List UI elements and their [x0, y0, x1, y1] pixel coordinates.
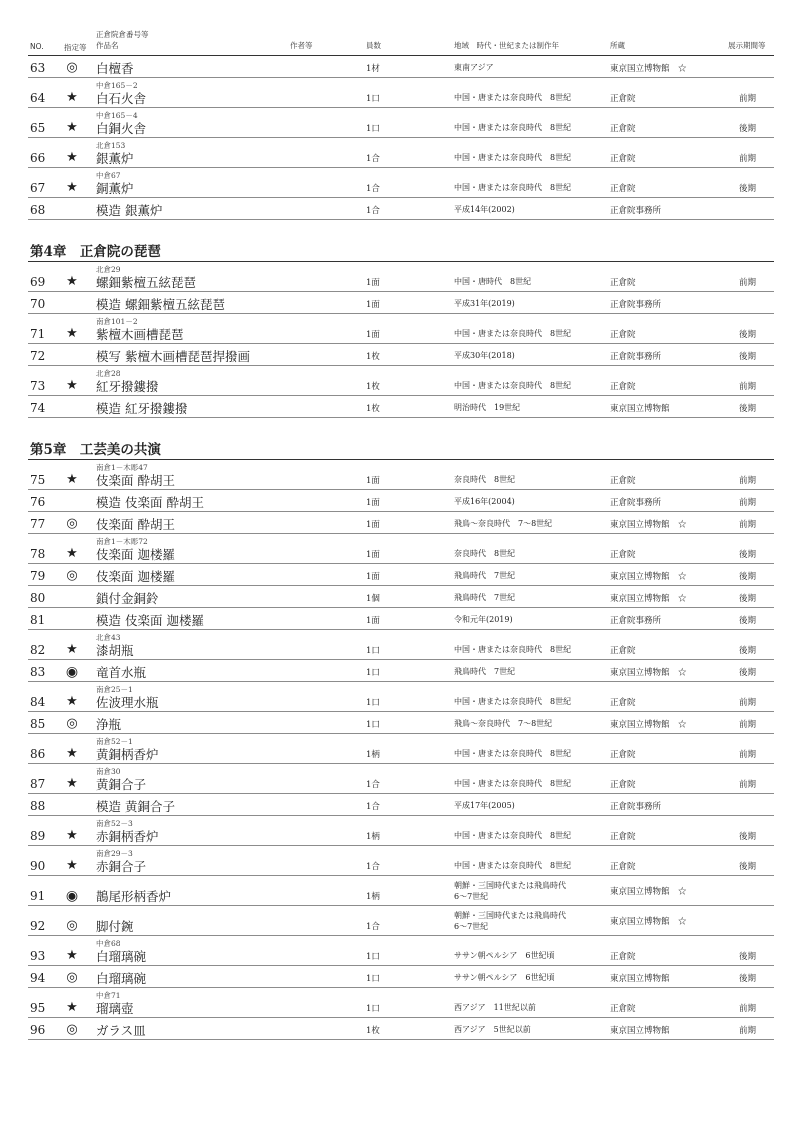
item-quantity: 1柄	[366, 750, 380, 760]
registry-number: 中倉165－2	[96, 81, 138, 90]
item-number: 72	[30, 349, 46, 363]
item-title: 白檀香	[96, 61, 134, 76]
item-owner: 正倉院事務所	[610, 616, 662, 626]
item-quantity: 1合	[366, 922, 380, 932]
table-row	[28, 314, 774, 344]
exhibition-period: 前期	[739, 498, 757, 508]
item-number: 73	[30, 379, 46, 393]
exhibition-period: 前期	[739, 1026, 757, 1036]
item-owner: 東京国立博物館 ☆	[610, 917, 687, 927]
item-title: 佐波理水瓶	[96, 695, 159, 710]
exhibition-period: 後期	[739, 952, 757, 962]
star-icon: ★	[66, 858, 78, 873]
exhibition-period: 前期	[739, 476, 757, 486]
item-quantity: 1枚	[366, 382, 380, 392]
star-icon: ★	[66, 274, 78, 289]
item-title: 伎楽面 酔胡王	[96, 473, 175, 488]
item-era: 明治時代 19世紀	[454, 403, 521, 412]
item-quantity: 1面	[366, 476, 380, 486]
item-number: 92	[30, 919, 46, 933]
item-era: 中国・唐または奈良時代 8世紀	[454, 183, 572, 192]
chapter-heading	[28, 236, 774, 262]
item-owner: 正倉院事務所	[610, 802, 662, 812]
table-row	[28, 734, 774, 764]
item-number: 69	[30, 275, 46, 289]
table-row	[28, 534, 774, 564]
item-quantity: 1枚	[366, 404, 380, 414]
table-row	[28, 564, 774, 586]
item-quantity: 1口	[366, 124, 380, 134]
col-header-title: 作品名	[96, 41, 119, 50]
item-owner: 正倉院	[610, 646, 636, 656]
item-owner: 正倉院	[610, 862, 636, 872]
exhibition-period: 前期	[739, 520, 757, 530]
item-era: 中国・唐または奈良時代 8世紀	[454, 123, 572, 132]
table-row	[28, 366, 774, 396]
circle-dot-icon: ◉	[65, 664, 79, 680]
item-quantity: 1合	[366, 184, 380, 194]
col-header-designation: 指定等	[64, 43, 87, 52]
chapter-title: 第4章 正倉院の琵琶	[30, 244, 161, 260]
item-number: 80	[30, 591, 46, 605]
exhibition-period: 後期	[739, 124, 757, 134]
item-title: ガラス皿	[96, 1023, 146, 1038]
item-title: 紅牙撥鏤撥	[96, 379, 159, 394]
double-circle-icon: ◎	[66, 970, 78, 985]
table-row	[28, 630, 774, 660]
item-title: 白瑠璃碗	[96, 949, 147, 964]
star-icon: ★	[66, 378, 78, 393]
circle-dot-icon: ◉	[65, 888, 79, 904]
item-title: 模造 銀薫炉	[96, 203, 163, 218]
item-quantity: 1口	[366, 646, 380, 656]
item-title: 模造 紅牙撥鏤撥	[96, 401, 188, 416]
item-quantity: 1口	[366, 698, 380, 708]
item-owner: 正倉院	[610, 550, 636, 560]
col-header-no: NO.	[30, 42, 44, 51]
item-title: 模造 螺鈿紫檀五絃琵琶	[96, 297, 225, 312]
registry-number: 北倉29	[96, 265, 121, 274]
item-quantity: 1柄	[366, 832, 380, 842]
exhibition-period: 前期	[739, 750, 757, 760]
col-header-era: 地域 時代・世紀または制作年	[454, 41, 559, 50]
item-number: 74	[30, 401, 46, 415]
exhibition-period: 後期	[739, 352, 757, 362]
item-owner: 東京国立博物館 ☆	[610, 668, 687, 678]
item-title: 鎖付金銅鈴	[96, 591, 159, 606]
item-era: 平成16年(2004)	[454, 497, 515, 506]
item-era: 中国・唐時代 8世紀	[454, 277, 532, 286]
registry-number: 南倉29－3	[96, 849, 133, 858]
exhibition-period: 前期	[739, 154, 757, 164]
exhibition-period: 後期	[739, 974, 757, 984]
item-number: 94	[30, 971, 46, 985]
item-quantity: 1面	[366, 330, 380, 340]
table-row	[28, 906, 774, 936]
item-owner: 東京国立博物館 ☆	[610, 594, 687, 604]
item-era: 中国・唐または奈良時代 8世紀	[454, 697, 572, 706]
item-quantity: 1面	[366, 300, 380, 310]
item-quantity: 1枚	[366, 1026, 380, 1036]
table-row	[28, 764, 774, 794]
item-quantity: 1口	[366, 1004, 380, 1014]
table-row	[28, 682, 774, 712]
item-quantity: 1面	[366, 278, 380, 288]
star-icon: ★	[66, 828, 78, 843]
item-quantity: 1面	[366, 550, 380, 560]
item-owner: 東京国立博物館 ☆	[610, 520, 687, 530]
item-quantity: 1個	[366, 594, 380, 604]
item-title: 螺鈿紫檀五絃琵琶	[96, 275, 197, 290]
table-row	[28, 490, 774, 512]
item-owner: 東京国立博物館	[610, 404, 670, 414]
exhibition-period: 後期	[739, 616, 757, 626]
item-quantity: 1合	[366, 802, 380, 812]
item-title: 紫檀木画槽琵琶	[96, 327, 184, 342]
item-owner: 正倉院	[610, 184, 636, 194]
col-header-quantity: 員数	[366, 41, 381, 50]
item-era: 中国・唐または奈良時代 8世紀	[454, 779, 572, 788]
item-era: 飛鳥時代 7世紀	[454, 571, 516, 580]
item-number: 63	[30, 61, 46, 75]
item-number: 84	[30, 695, 46, 709]
item-number: 64	[30, 91, 46, 105]
item-owner: 正倉院	[610, 698, 636, 708]
item-era: 奈良時代 8世紀	[454, 475, 516, 484]
exhibition-period: 後期	[739, 832, 757, 842]
item-title: 白石火舎	[96, 91, 147, 106]
table-row	[28, 396, 774, 418]
exhibition-period: 後期	[739, 184, 757, 194]
col-header-registry: 正倉院倉番号等	[96, 30, 149, 39]
item-number: 87	[30, 777, 46, 791]
star-icon: ★	[66, 326, 78, 341]
table-header	[28, 26, 774, 56]
registry-number: 中倉71	[96, 991, 121, 1000]
table-row	[28, 966, 774, 988]
item-list	[28, 460, 774, 1040]
double-circle-icon: ◎	[66, 568, 78, 583]
star-icon: ★	[66, 776, 78, 791]
item-title: 鵲尾形柄香炉	[96, 889, 172, 904]
item-number: 88	[30, 799, 46, 813]
item-number: 70	[30, 297, 46, 311]
exhibition-period: 前期	[739, 278, 757, 288]
exhibition-period: 前期	[739, 1004, 757, 1014]
item-era: 西アジア 5世紀以前	[454, 1025, 531, 1034]
item-number: 85	[30, 717, 46, 731]
item-owner: 正倉院	[610, 1004, 636, 1014]
item-era: 6～7世紀	[454, 892, 489, 901]
exhibition-period: 後期	[739, 646, 757, 656]
table-row	[28, 988, 774, 1018]
item-number: 95	[30, 1001, 46, 1015]
item-owner: 正倉院事務所	[610, 206, 662, 216]
double-circle-icon: ◎	[66, 1022, 78, 1037]
table-row	[28, 198, 774, 220]
item-era: 飛鳥時代 7世紀	[454, 667, 516, 676]
item-title: 伎楽面 迦楼羅	[96, 547, 175, 562]
item-quantity: 1口	[366, 94, 380, 104]
item-owner: 正倉院	[610, 330, 636, 340]
table-row	[28, 586, 774, 608]
exhibition-period: 前期	[739, 94, 757, 104]
item-quantity: 1合	[366, 206, 380, 216]
table-row	[28, 262, 774, 292]
item-era: 中国・唐または奈良時代 8世紀	[454, 831, 572, 840]
item-number: 81	[30, 613, 46, 627]
table-row	[28, 794, 774, 816]
table-row	[28, 168, 774, 198]
item-quantity: 1面	[366, 498, 380, 508]
exhibition-period: 前期	[739, 382, 757, 392]
registry-number: 中倉67	[96, 171, 121, 180]
table-row	[28, 292, 774, 314]
item-number: 86	[30, 747, 46, 761]
item-title: 模造 伎楽面 迦楼羅	[96, 613, 204, 628]
double-circle-icon: ◎	[66, 516, 78, 531]
item-title: 赤銅柄香炉	[96, 829, 159, 844]
item-number: 96	[30, 1023, 46, 1037]
item-title: 伎楽面 迦楼羅	[96, 569, 175, 584]
table-row	[28, 512, 774, 534]
exhibition-period: 後期	[739, 550, 757, 560]
item-title: 漆胡瓶	[96, 643, 134, 658]
table-row	[28, 660, 774, 682]
item-quantity: 1面	[366, 572, 380, 582]
item-number: 71	[30, 327, 46, 341]
table-row	[28, 344, 774, 366]
star-icon: ★	[66, 90, 78, 105]
item-era: 中国・唐または奈良時代 8世紀	[454, 153, 572, 162]
item-number: 83	[30, 665, 46, 679]
item-number: 89	[30, 829, 46, 843]
item-era: 6～7世紀	[454, 922, 489, 931]
item-era: 中国・唐または奈良時代 8世紀	[454, 381, 572, 390]
item-era: 中国・唐または奈良時代 8世紀	[454, 749, 572, 758]
item-title: 模造 黄銅合子	[96, 799, 175, 814]
item-quantity: 1枚	[366, 352, 380, 362]
registry-number: 南倉52－3	[96, 819, 133, 828]
item-number: 68	[30, 203, 46, 217]
registry-number: 北倉153	[96, 141, 126, 150]
item-era: 中国・唐または奈良時代 8世紀	[454, 329, 572, 338]
item-era: 飛鳥～奈良時代 7～8世紀	[454, 519, 553, 528]
exhibition-period: 前期	[739, 780, 757, 790]
item-list	[28, 262, 774, 418]
item-number: 90	[30, 859, 46, 873]
item-quantity: 1口	[366, 974, 380, 984]
item-number: 77	[30, 517, 46, 531]
item-title: 模造 伎楽面 酔胡王	[96, 495, 204, 510]
item-owner: 正倉院事務所	[610, 498, 662, 508]
table-row	[28, 876, 774, 906]
item-era: 朝鮮・三国時代または飛鳥時代	[454, 911, 566, 920]
double-circle-icon: ◎	[66, 716, 78, 731]
table-row	[28, 138, 774, 168]
item-quantity: 1面	[366, 520, 380, 530]
item-quantity: 1柄	[366, 892, 380, 902]
exhibition-period: 後期	[739, 862, 757, 872]
item-number: 82	[30, 643, 46, 657]
item-title: 赤銅合子	[96, 859, 147, 874]
item-owner: 正倉院	[610, 382, 636, 392]
table-row	[28, 816, 774, 846]
item-era: 平成31年(2019)	[454, 299, 515, 308]
item-owner: 正倉院	[610, 124, 636, 134]
item-owner: 東京国立博物館 ☆	[610, 887, 687, 897]
item-owner: 東京国立博物館 ☆	[610, 572, 687, 582]
table-row	[28, 608, 774, 630]
star-icon: ★	[66, 642, 78, 657]
item-quantity: 1合	[366, 780, 380, 790]
registry-number: 北倉28	[96, 369, 121, 378]
registry-number: 南倉25－1	[96, 685, 133, 694]
item-era: 奈良時代 8世紀	[454, 549, 516, 558]
item-quantity: 1口	[366, 668, 380, 678]
item-title: 黄銅柄香炉	[96, 747, 159, 762]
item-title: 白銅火舎	[96, 121, 147, 136]
item-era: 平成17年(2005)	[454, 801, 515, 810]
item-owner: 東京国立博物館 ☆	[610, 720, 687, 730]
table-row	[28, 936, 774, 966]
item-number: 75	[30, 473, 46, 487]
item-owner: 正倉院	[610, 952, 636, 962]
star-icon: ★	[66, 694, 78, 709]
item-number: 65	[30, 121, 46, 135]
star-icon: ★	[66, 150, 78, 165]
exhibition-period: 前期	[739, 698, 757, 708]
double-circle-icon: ◎	[66, 60, 78, 75]
exhibition-period: 前期	[739, 720, 757, 730]
item-era: 中国・唐または奈良時代 8世紀	[454, 645, 572, 654]
item-title: 竜首水瓶	[96, 665, 147, 680]
item-era: 令和元年(2019)	[454, 615, 513, 624]
item-owner: 正倉院	[610, 278, 636, 288]
item-era: 平成30年(2018)	[454, 351, 515, 360]
item-owner: 東京国立博物館	[610, 1026, 670, 1036]
registry-number: 北倉43	[96, 633, 121, 642]
registry-number: 南倉101－2	[96, 317, 138, 326]
col-header-period: 展示期間等	[728, 41, 766, 50]
item-number: 91	[30, 889, 46, 903]
registry-number: 中倉68	[96, 939, 121, 948]
item-number: 66	[30, 151, 46, 165]
chapter-title: 第5章 工芸美の共演	[30, 442, 161, 458]
item-era: 中国・唐または奈良時代 8世紀	[454, 861, 572, 870]
item-title: 模写 紫檀木画槽琵琶捍撥画	[96, 349, 250, 364]
item-owner: 正倉院	[610, 832, 636, 842]
star-icon: ★	[66, 180, 78, 195]
item-list	[28, 56, 774, 220]
item-number: 78	[30, 547, 46, 561]
table-row	[28, 460, 774, 490]
item-quantity: 1面	[366, 616, 380, 626]
table-row	[28, 846, 774, 876]
item-owner: 正倉院	[610, 750, 636, 760]
registry-number: 南倉30	[96, 767, 121, 776]
item-owner: 正倉院	[610, 94, 636, 104]
item-title: 浄瓶	[96, 717, 122, 732]
item-number: 76	[30, 495, 46, 509]
item-title: 白瑠璃碗	[96, 971, 147, 986]
registry-number: 南倉1－木彫72	[96, 537, 148, 546]
item-owner: 正倉院	[610, 154, 636, 164]
item-title: 脚付鋺	[96, 919, 134, 934]
table-row	[28, 56, 774, 78]
item-number: 67	[30, 181, 46, 195]
star-icon: ★	[66, 546, 78, 561]
item-era: ササン朝ペルシア 6世紀頃	[454, 973, 555, 982]
chapter-heading	[28, 434, 774, 460]
item-number: 79	[30, 569, 46, 583]
registry-number: 南倉52－1	[96, 737, 133, 746]
item-owner: 正倉院	[610, 476, 636, 486]
double-circle-icon: ◎	[66, 918, 78, 933]
item-era: 飛鳥～奈良時代 7～8世紀	[454, 719, 553, 728]
item-owner: 正倉院事務所	[610, 300, 662, 310]
star-icon: ★	[66, 1000, 78, 1015]
item-title: 伎楽面 酔胡王	[96, 517, 175, 532]
item-title: 銀薫炉	[96, 151, 134, 166]
registry-number: 南倉1－木彫47	[96, 463, 148, 472]
table-row	[28, 108, 774, 138]
item-owner: 東京国立博物館 ☆	[610, 64, 687, 74]
table-row	[28, 78, 774, 108]
item-era: 中国・唐または奈良時代 8世紀	[454, 93, 572, 102]
exhibition-period: 後期	[739, 594, 757, 604]
star-icon: ★	[66, 948, 78, 963]
item-quantity: 1口	[366, 720, 380, 730]
exhibition-period: 後期	[739, 330, 757, 340]
exhibition-period: 後期	[739, 572, 757, 582]
star-icon: ★	[66, 746, 78, 761]
item-owner: 正倉院	[610, 780, 636, 790]
item-era: 朝鮮・三国時代または飛鳥時代	[454, 881, 566, 890]
table-row	[28, 712, 774, 734]
star-icon: ★	[66, 472, 78, 487]
item-title: 銅薫炉	[96, 181, 134, 196]
item-owner: 正倉院事務所	[610, 352, 662, 362]
item-era: 東南アジア	[454, 63, 494, 72]
item-title: 瑠璃壺	[96, 1001, 134, 1016]
col-header-owner: 所蔵	[610, 41, 625, 50]
registry-number: 中倉165－4	[96, 111, 138, 120]
item-quantity: 1合	[366, 862, 380, 872]
col-header-author: 作者等	[290, 41, 313, 50]
exhibition-period: 後期	[739, 668, 757, 678]
item-era: 飛鳥時代 7世紀	[454, 593, 516, 602]
item-number: 93	[30, 949, 46, 963]
item-era: 西アジア 11世紀以前	[454, 1003, 536, 1012]
exhibition-period: 後期	[739, 404, 757, 414]
table-row	[28, 1018, 774, 1040]
item-quantity: 1合	[366, 154, 380, 164]
star-icon: ★	[66, 120, 78, 135]
item-era: 平成14年(2002)	[454, 205, 515, 214]
item-quantity: 1材	[366, 64, 380, 74]
item-owner: 東京国立博物館	[610, 974, 670, 984]
item-quantity: 1口	[366, 952, 380, 962]
item-era: ササン朝ペルシア 6世紀頃	[454, 951, 555, 960]
item-title: 黄銅合子	[96, 777, 147, 792]
